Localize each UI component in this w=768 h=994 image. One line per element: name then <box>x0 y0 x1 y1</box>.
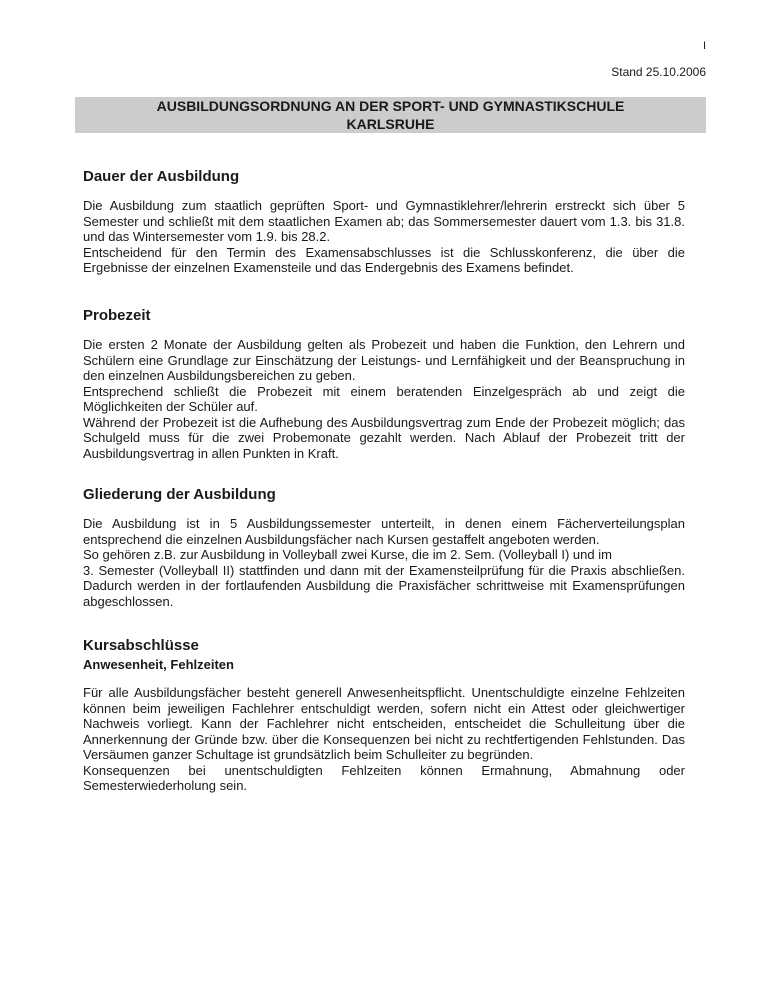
section-gliederung <box>83 486 685 609</box>
document-date: Stand 25.10.2006 <box>611 65 706 79</box>
section-heading: Gliederung der Ausbildung <box>83 486 276 503</box>
section-dauer <box>83 168 685 276</box>
section-heading: Kursabschlüsse <box>83 637 199 654</box>
page-number: I <box>702 40 706 52</box>
paragraph: Entsprechend schließt die Probezeit mit einem beratenden Einzelgespräch ab und zeigt die Möglichkeiten der Schüler auf. <box>83 383 685 414</box>
paragraph: So gehören z.B. zur Ausbildung in Volleyball zwei Kurse, die im 2. Sem. (Volleyball I) und im <box>83 547 612 562</box>
section-heading: Dauer der Ausbildung <box>83 168 240 185</box>
document-title <box>75 97 706 133</box>
paragraph: Für alle Ausbildungsfächer besteht generell Anwesenheitspflicht. Unentschuldigte einzelne Fehlzeiten können beim jeweiligen Fachlehrer entschuldigt werden, sofern nicht ein Attest oder gleichwertiger Nachweis vorliegt. Kann der Fachlehrer nicht entscheiden, entscheidet die Schulleitung über die Annerkennung der Gründe bzw. über die Konsequenzen bei nicht zu rechtfertigenden Fehlstunden. Das Versäumen ganzer Schultage ist grundsätzlich beim Schulleiter zu begründen. <box>83 685 685 762</box>
section-subheading: Anwesenheit, Fehlzeiten <box>83 657 234 672</box>
section-probezeit <box>83 307 685 461</box>
section-heading: Probezeit <box>83 307 151 324</box>
title-line-2: KARLSRUHE <box>346 116 435 132</box>
paragraph: Die Ausbildung zum staatlich geprüften Sport- und Gymnastiklehrer/lehrerin erstreckt sich über 5 Semester und schließt mit dem staatlichen Examen ab; das Sommersemester dauert vom 1.3. bis 31.8. und das Wintersemester vom 1.9. bis 28.2. <box>83 198 685 244</box>
paragraph: 3. Semester (Volleyball II) stattfinden und dann mit der Examensteilprüfung für die Praxis abschließen. Dadurch werden in der fortlaufenden Ausbildung die Praxisfächer schrittweise mit Examensprüfungen abgeschlossen. <box>83 562 685 609</box>
paragraph: Entscheidend für den Termin des Examensabschlusses ist die Schlusskonferenz, die über die Ergebnisse der einzelnen Examensteile und das Endergebnis des Examens befindet. <box>83 244 685 275</box>
title-line-1: AUSBILDUNGSORDNUNG AN DER SPORT- UND GYMNASTIKSCHULE <box>156 98 625 114</box>
section-kursabschluesse <box>83 637 685 794</box>
paragraph: Konsequenzen bei unentschuldigten Fehlzeiten können Ermahnung, Abmahnung oder Semesterwiederholung sein. <box>83 762 685 793</box>
paragraph: Die Ausbildung ist in 5 Ausbildungssemester unterteilt, in denen einem Fächerverteilungsplan entsprechend die einzelnen Ausbildungsfächer nach Kursen gestaffelt angeboten werden. <box>83 516 685 547</box>
paragraph: Während der Probezeit ist die Aufhebung des Ausbildungsvertrag zum Ende der Probezeit möglich; das Schulgeld muss für die zwei Probemonate gezahlt werden. Nach Ablauf der Probezeit tritt der Ausbildungsvertrag in allen Punkten in Kraft. <box>83 414 685 461</box>
paragraph: Die ersten 2 Monate der Ausbildung gelten als Probezeit und haben die Funktion, den Lehrern und Schülern eine Grundlage zur Einschätzung der Leistungs- und Lernfähigkeit und der Beanspruchung in den einzelnen Ausbildungsbereichen zu geben. <box>83 337 685 383</box>
